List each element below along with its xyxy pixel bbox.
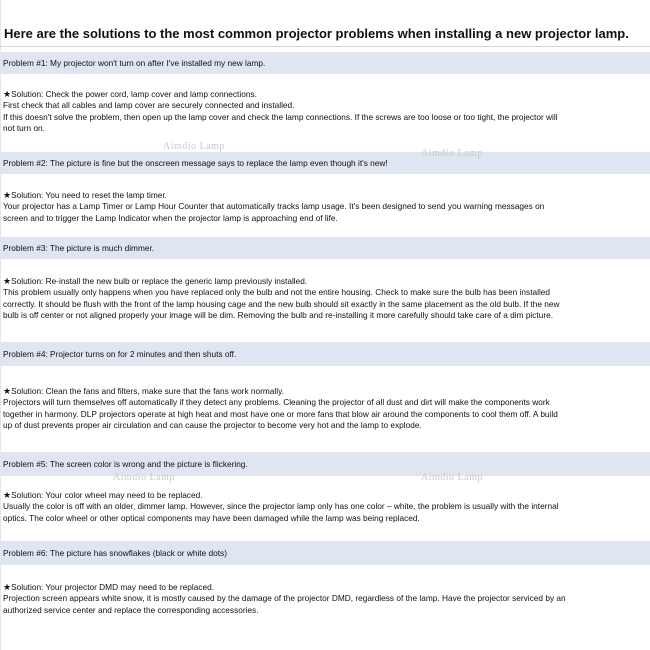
solution-line: authorized service center and replace the corresponding accessories.	[3, 604, 259, 615]
solution-line: If this doesn't solve the problem, then open up the lamp cover and check the lamp connections. If the screws are too loose or too tight, the projector will	[3, 111, 558, 122]
problem-heading: Problem #1: My projector won't turn on after I've installed my new lamp.	[3, 58, 266, 68]
star-icon: ★	[3, 89, 12, 99]
problem-band-5	[0, 452, 650, 476]
problem-heading: Problem #2: The picture is fine but the onscreen message says to replace the lamp even though it's new!	[3, 158, 388, 168]
solution-line: not turn on.	[3, 123, 45, 134]
problem-band-1	[0, 52, 650, 74]
solution-line: Solution: Your color wheel may need to be replaced.	[11, 490, 203, 500]
solution-line: Solution: Check the power cord, lamp cover and lamp connections.	[11, 89, 257, 99]
solution-line: Projection screen appears white snow, it is mostly caused by the damage of the projector DMD, regardless of the lamp. Have the projector serviced by an	[3, 593, 566, 604]
solution-line: Solution: Your projector DMD may need to be replaced.	[11, 582, 215, 592]
solution-line: Solution: Clean the fans and filters, make sure that the fans work normally.	[11, 386, 284, 396]
watermark: Aimdio Lamp	[163, 141, 225, 152]
problem-band-2	[0, 152, 650, 174]
solution-line: Solution: Re-install the new bulb or replace the generic lamp previously installed.	[11, 276, 308, 286]
watermark: Aimdio Lamp	[421, 472, 483, 483]
solution-line: correctly. It should be flush with the front of the lamp housing cage and the new bulb should sit exactly in the same placement as the old bulb. If the new	[3, 298, 560, 309]
star-icon: ★	[3, 386, 12, 396]
problem-heading: Problem #5: The screen color is wrong and the picture is flickering.	[3, 459, 248, 469]
solution-block-5	[3, 490, 643, 524]
solution-line: up of dust prevents proper air circulation and can cause the projector to become very hot and the lamp to explode.	[3, 420, 422, 431]
title-divider	[0, 46, 650, 47]
problem-heading: Problem #6: The picture has snowflakes (black or white dots)	[3, 548, 227, 558]
problem-band-6	[0, 541, 650, 565]
solution-block-4	[3, 386, 643, 432]
watermark: Aimdio Lamp	[421, 148, 483, 159]
star-icon: ★	[3, 190, 12, 200]
solution-block-2	[3, 190, 643, 224]
solution-block-6	[3, 582, 643, 616]
solution-line: This problem usually only happens when you have replaced only the bulb and not the entire housing. Check to make sure the bulb has been installed	[3, 287, 551, 298]
solution-line: Your projector has a Lamp Timer or Lamp Hour Counter that automatically tracks lamp usage. It's been designed to send you warning messages on	[3, 201, 545, 212]
solution-line: together in harmony. DLP projectors operate at high heat and most have one or more fans that blow air around the components to cool them off. A build	[3, 408, 558, 419]
solution-block-1	[3, 89, 643, 135]
star-icon: ★	[3, 490, 12, 500]
solution-line: bulb is off center or not aligned properly your image will be dim. Removing the bulb and re-installing it more carefully should take care of a dim picture.	[3, 310, 554, 321]
problem-band-3	[0, 237, 650, 259]
problem-band-4	[0, 342, 650, 366]
solution-line: Solution: You need to reset the lamp timer.	[11, 190, 167, 200]
solution-line: Usually the color is off with an older, dimmer lamp. However, since the projector lamp only has one color – white, the problem is usually with the internal	[3, 501, 559, 512]
solution-line: screen and to trigger the Lamp Indicator when the projector lamp is approaching end of life.	[3, 212, 338, 223]
solution-block-3	[3, 276, 643, 322]
page-title: Here are the solutions to the most common projector problems when installing a new projector lamp.	[4, 26, 629, 41]
star-icon: ★	[3, 582, 12, 592]
solution-line: First check that all cables and lamp cover are securely connected and installed.	[3, 100, 295, 111]
star-icon: ★	[3, 276, 12, 286]
watermark: Aimdio Lamp	[113, 472, 175, 483]
solution-line: Projectors will turn themselves off automatically if they detect any problems. Cleaning the projector of all dust and dirt will make the components work	[3, 397, 550, 408]
problem-heading: Problem #3: The picture is much dimmer.	[3, 243, 155, 253]
problem-heading: Problem #4: Projector turns on for 2 minutes and then shuts off.	[3, 349, 237, 359]
solution-line: optics. The color wheel or other optical components may have been damaged while the lamp was being replaced.	[3, 512, 420, 523]
